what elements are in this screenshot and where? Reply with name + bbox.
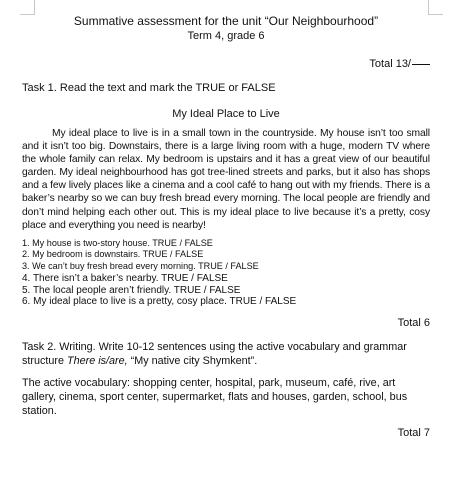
statement-list bbox=[22, 238, 430, 308]
active-vocabulary bbox=[22, 376, 430, 418]
statement-item: 2. My bedroom is downstairs. TRUE / FALSE bbox=[22, 249, 204, 260]
document-title: Summative assessment for the unit “Our Neighbourhood” bbox=[73, 14, 379, 28]
task2-topic: “My native city Shymkent”. bbox=[127, 354, 258, 367]
statement-item: 3. We can’t buy fresh bread every morning. TRUE / FALSE bbox=[22, 261, 259, 272]
page-corner-right-mark bbox=[428, 0, 443, 15]
document-subtitle: Term 4, grade 6 bbox=[187, 30, 265, 42]
vocab-label: The active vocabulary: bbox=[22, 376, 131, 389]
page-corner-left-mark bbox=[20, 0, 35, 15]
total-score-label: Total 13/ bbox=[369, 58, 411, 70]
task1-heading: Task 1. Read the text and mark the TRUE or FALSE bbox=[22, 82, 276, 94]
statement-item: 6. My ideal place to live is a pretty, cosy place. TRUE / FALSE bbox=[22, 296, 297, 308]
total-score bbox=[22, 57, 430, 71]
statement-item: 5. The local people aren’t friendly. TRUE / FALSE bbox=[22, 284, 241, 296]
vocab-list: shopping center, hospital, park, museum, café, rive, art gallery, cinema, sport center, supermarket, flats and houses, garden, school, bus station. bbox=[22, 376, 408, 417]
task2-heading bbox=[22, 340, 430, 368]
reading-paragraph: My ideal place to live is in a small town in the countryside. My house isn’t too small and it isn’t too big. Downstairs, there is a large living room with a huge, modern TV where the whole family can relax. My bedroom is upstairs and it has a great view of our beautiful garden. My ideal neighbourhood has got tree-lined streets and parks, but it also has shops and a few lively places like a cinema and a cool café to hang out with my friends. There is a baker’s nearby so we can buy fresh bread every morning. The local people are friendly and don’t mind helping each other out. This is my ideal place to live because it’s a pretty, cosy place and everything you need is nearby! bbox=[22, 128, 430, 231]
task2-total: Total 7 bbox=[397, 426, 430, 439]
reading-text-title: My Ideal Place to Live bbox=[172, 108, 280, 120]
document-page bbox=[22, 14, 430, 440]
task1-total: Total 6 bbox=[397, 316, 430, 329]
statement-item: 1. My house is two-story house. TRUE / FALSE bbox=[22, 237, 213, 248]
task2-heading-text: Task 2. Writing. Write 10-12 sentences using the active vocabulary and grammar structure bbox=[22, 340, 407, 367]
score-blank-line bbox=[412, 64, 430, 65]
task2-grammar-structure: There is/are, bbox=[67, 354, 128, 367]
statement-item: 4. There isn’t a baker’s nearby. TRUE / FALSE bbox=[22, 272, 228, 284]
